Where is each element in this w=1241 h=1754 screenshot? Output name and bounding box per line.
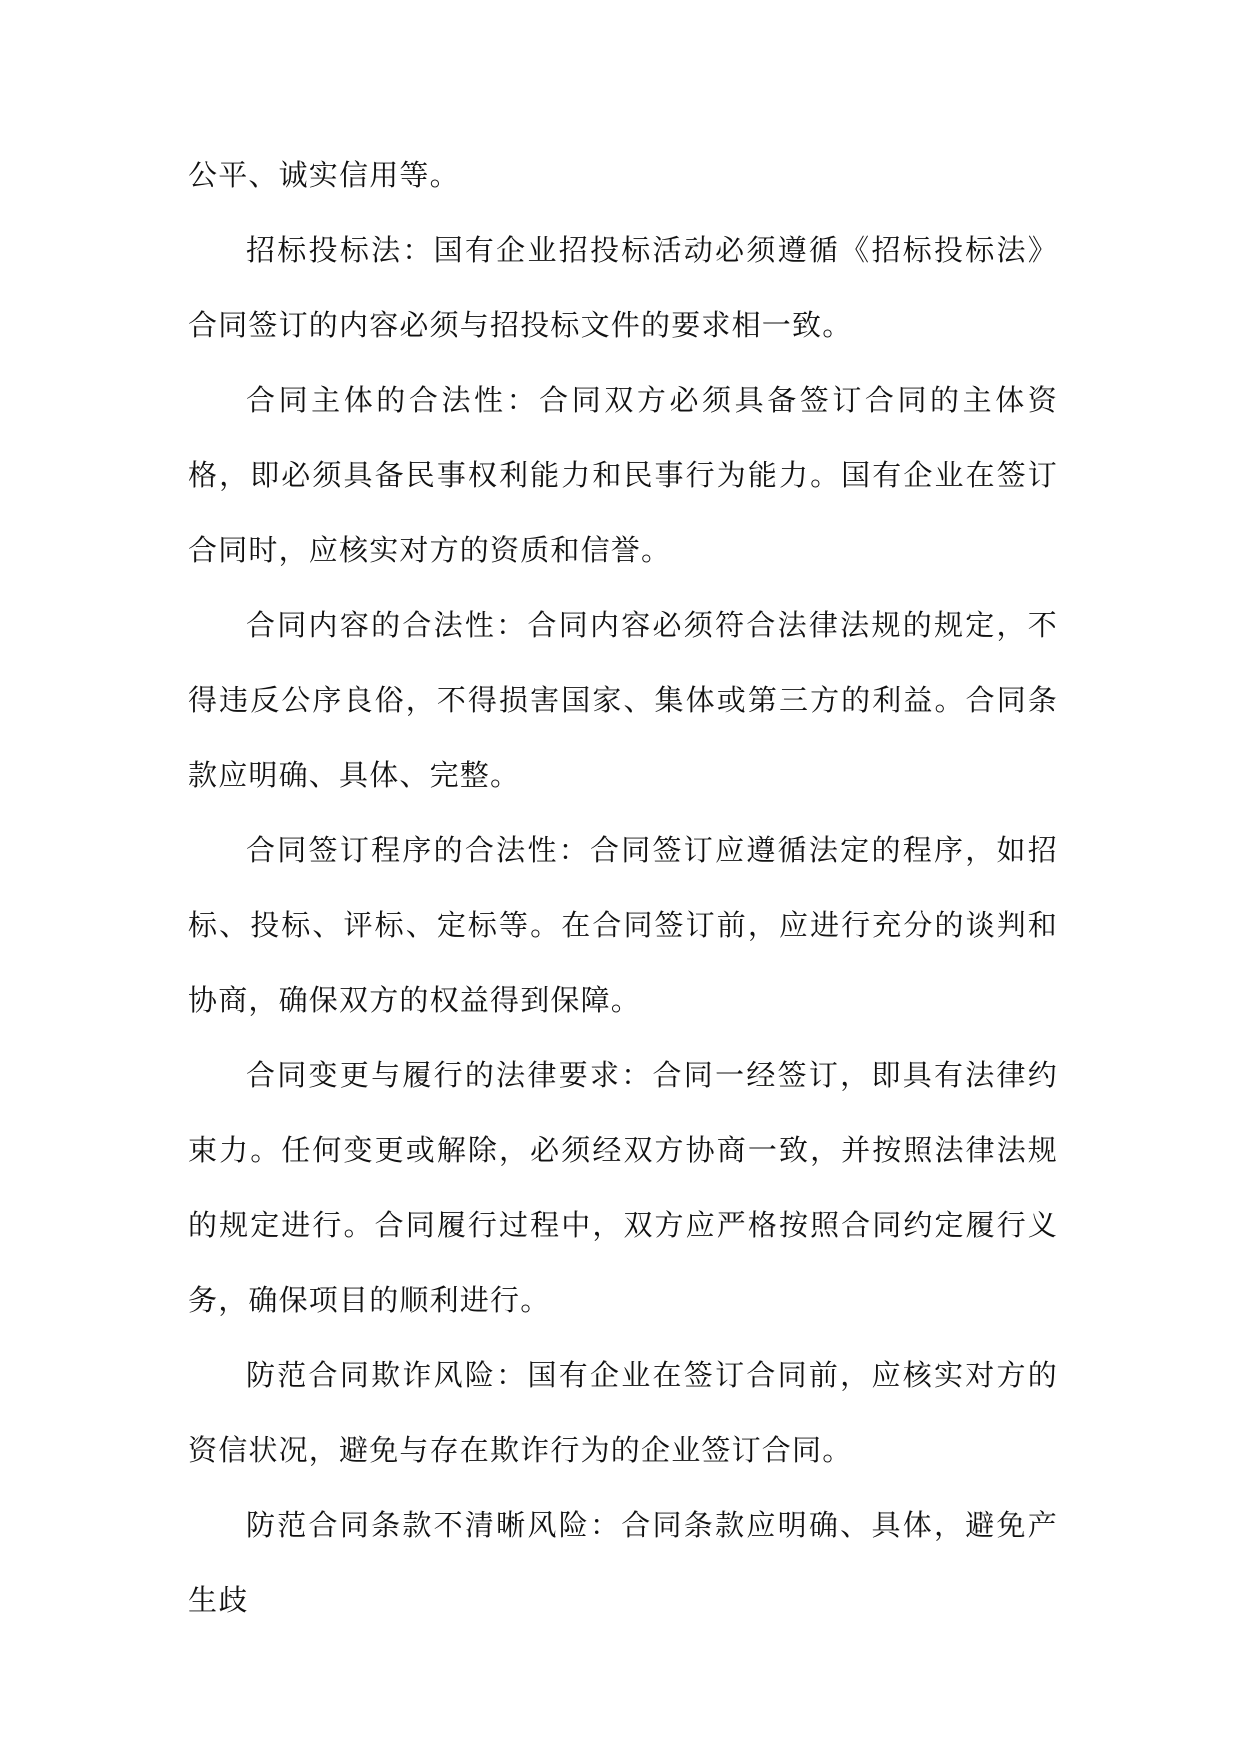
paragraph-5: 合同签订程序的合法性：合同签订应遵循法定的程序，如招标、投标、评标、定标等。在合同签订前，应进行充分的谈判和协商，确保双方的权益得到保障。 <box>188 833 1058 1017</box>
paragraph-2: 招标投标法：国有企业招投标活动必须遵循《招标投标法》合同签订的内容必须与招投标文件的要求相一致。 <box>188 233 1058 342</box>
paragraph-6: 合同变更与履行的法律要求：合同一经签订，即具有法律约束力。任何变更或解除，必须经双方协商一致，并按照法律法规的规定进行。合同履行过程中，双方应严格按照合同约定履行义务，确保项目的顺利进行。 <box>188 1058 1058 1317</box>
paragraph-3: 合同主体的合法性：合同双方必须具备签订合同的主体资格，即必须具备民事权利能力和民事行为能力。国有企业在签订合同时，应核实对方的资质和信誉。 <box>188 383 1058 567</box>
paragraph-8: 防范合同条款不清晰风险：合同条款应明确、具体，避免产生歧 <box>188 1508 1058 1617</box>
document-page <box>188 138 1058 1638</box>
paragraph-7: 防范合同欺诈风险：国有企业在签订合同前，应核实对方的资信状况，避免与存在欺诈行为的企业签订合同。 <box>188 1358 1058 1467</box>
paragraph-4: 合同内容的合法性：合同内容必须符合法律法规的规定，不得违反公序良俗，不得损害国家、集体或第三方的利益。合同条款应明确、具体、完整。 <box>188 608 1058 792</box>
paragraph-1: 公平、诚实信用等。 <box>188 158 460 192</box>
